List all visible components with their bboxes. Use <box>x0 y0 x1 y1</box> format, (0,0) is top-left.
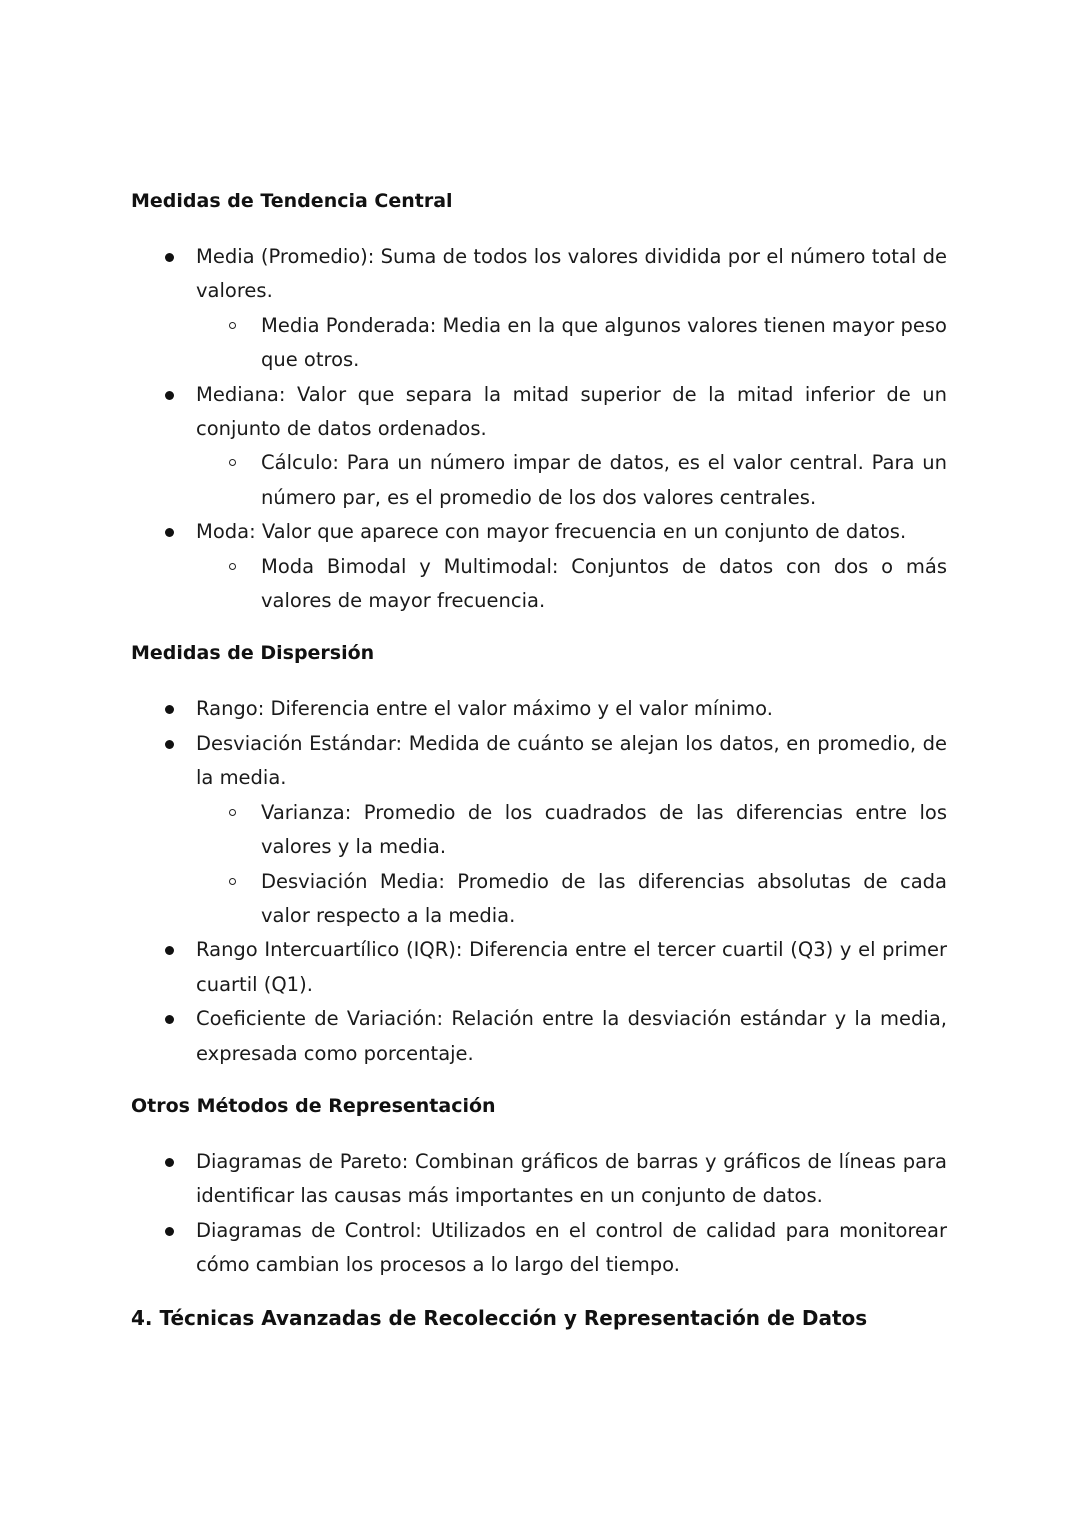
list-item <box>131 692 947 726</box>
sub-list-item-text: Varianza: Promedio de los cuadrados de las diferencias entre los valores y la media. <box>261 800 947 859</box>
list-item-text: Moda: Valor que aparece con mayor frecuencia en un conjunto de datos. <box>196 520 907 544</box>
sub-list-item <box>131 550 947 619</box>
sub-list <box>196 446 947 515</box>
sub-list-item <box>131 865 947 934</box>
bullet-icon <box>165 740 174 749</box>
bullet-list <box>131 692 947 1070</box>
list-item <box>131 515 947 618</box>
sub-list-item-text: Media Ponderada: Media en la que algunos valores tienen mayor peso que otros. <box>261 313 947 372</box>
bullet-icon <box>165 528 174 537</box>
bullet-icon <box>165 1227 174 1236</box>
sub-list-item <box>131 796 947 865</box>
sub-list-item <box>131 309 947 378</box>
list-item-text: Media (Promedio): Suma de todos los valores dividida por el número total de valores. <box>196 245 947 303</box>
list-item <box>131 240 947 378</box>
bullet-icon <box>165 1015 174 1024</box>
list-item-text: Diagramas de Control: Utilizados en el control de calidad para monitorear cómo cambian los procesos a lo largo del tiempo. <box>196 1218 947 1277</box>
sub-list <box>196 550 947 619</box>
list-item <box>131 378 947 516</box>
sub-list <box>196 796 947 934</box>
list-item <box>131 933 947 1002</box>
list-item-text: Coeficiente de Variación: Relación entre la desviación estándar y la media, expresada como porcentaje. <box>196 1007 947 1065</box>
section-heading: Medidas de Dispersión <box>131 642 375 665</box>
section-heading: Medidas de Tendencia Central <box>131 190 453 212</box>
section-dispersion <box>131 636 947 1070</box>
list-item <box>131 727 947 933</box>
list-item-text: Desviación Estándar: Medida de cuánto se alejan los datos, en promedio, de la media. <box>196 731 947 790</box>
hollow-bullet-icon <box>229 563 236 570</box>
bullet-list <box>131 240 947 618</box>
hollow-bullet-icon <box>229 878 236 885</box>
list-item-text: Rango: Diferencia entre el valor máximo y el valor mínimo. <box>196 697 773 721</box>
bullet-icon <box>165 253 174 262</box>
sub-list-item-text: Moda Bimodal y Multimodal: Conjuntos de datos con dos o más valores de mayor frecuencia. <box>261 554 947 613</box>
list-item <box>131 1145 947 1214</box>
section-otros-metodos <box>131 1089 947 1283</box>
list-item-text: Diagramas de Pareto: Combinan gráficos de barras y gráficos de líneas para identificar las causas más importantes en un conjunto de datos. <box>196 1149 947 1208</box>
section-tendencia-central <box>131 184 947 618</box>
bullet-list <box>131 1145 947 1283</box>
document-page <box>131 184 947 1335</box>
bullet-icon <box>165 946 174 955</box>
next-section-heading: 4. Técnicas Avanzadas de Recolección y Representación de Datos <box>131 1305 868 1330</box>
sub-list-item <box>131 446 947 515</box>
list-item-text: Rango Intercuartílico (IQR): Diferencia entre el tercer cuartil (Q3) y el primer cuartil (Q1). <box>196 938 947 996</box>
hollow-bullet-icon <box>229 459 236 466</box>
list-item-text: Mediana: Valor que separa la mitad superior de la mitad inferior de un conjunto de datos ordenados. <box>196 382 947 441</box>
list-item <box>131 1002 947 1071</box>
bullet-icon <box>165 705 174 714</box>
bullet-icon <box>165 1158 174 1167</box>
hollow-bullet-icon <box>229 322 236 329</box>
section-heading: Otros Métodos de Representación <box>131 1094 496 1117</box>
sub-list <box>196 309 947 378</box>
bullet-icon <box>165 391 174 400</box>
hollow-bullet-icon <box>229 809 236 816</box>
sub-list-item-text: Cálculo: Para un número impar de datos, es el valor central. Para un número par, es el promedio de los dos valores centrales. <box>261 451 947 509</box>
list-item <box>131 1214 947 1283</box>
sub-list-item-text: Desviación Media: Promedio de las diferencias absolutas de cada valor respecto a la media. <box>261 869 947 927</box>
